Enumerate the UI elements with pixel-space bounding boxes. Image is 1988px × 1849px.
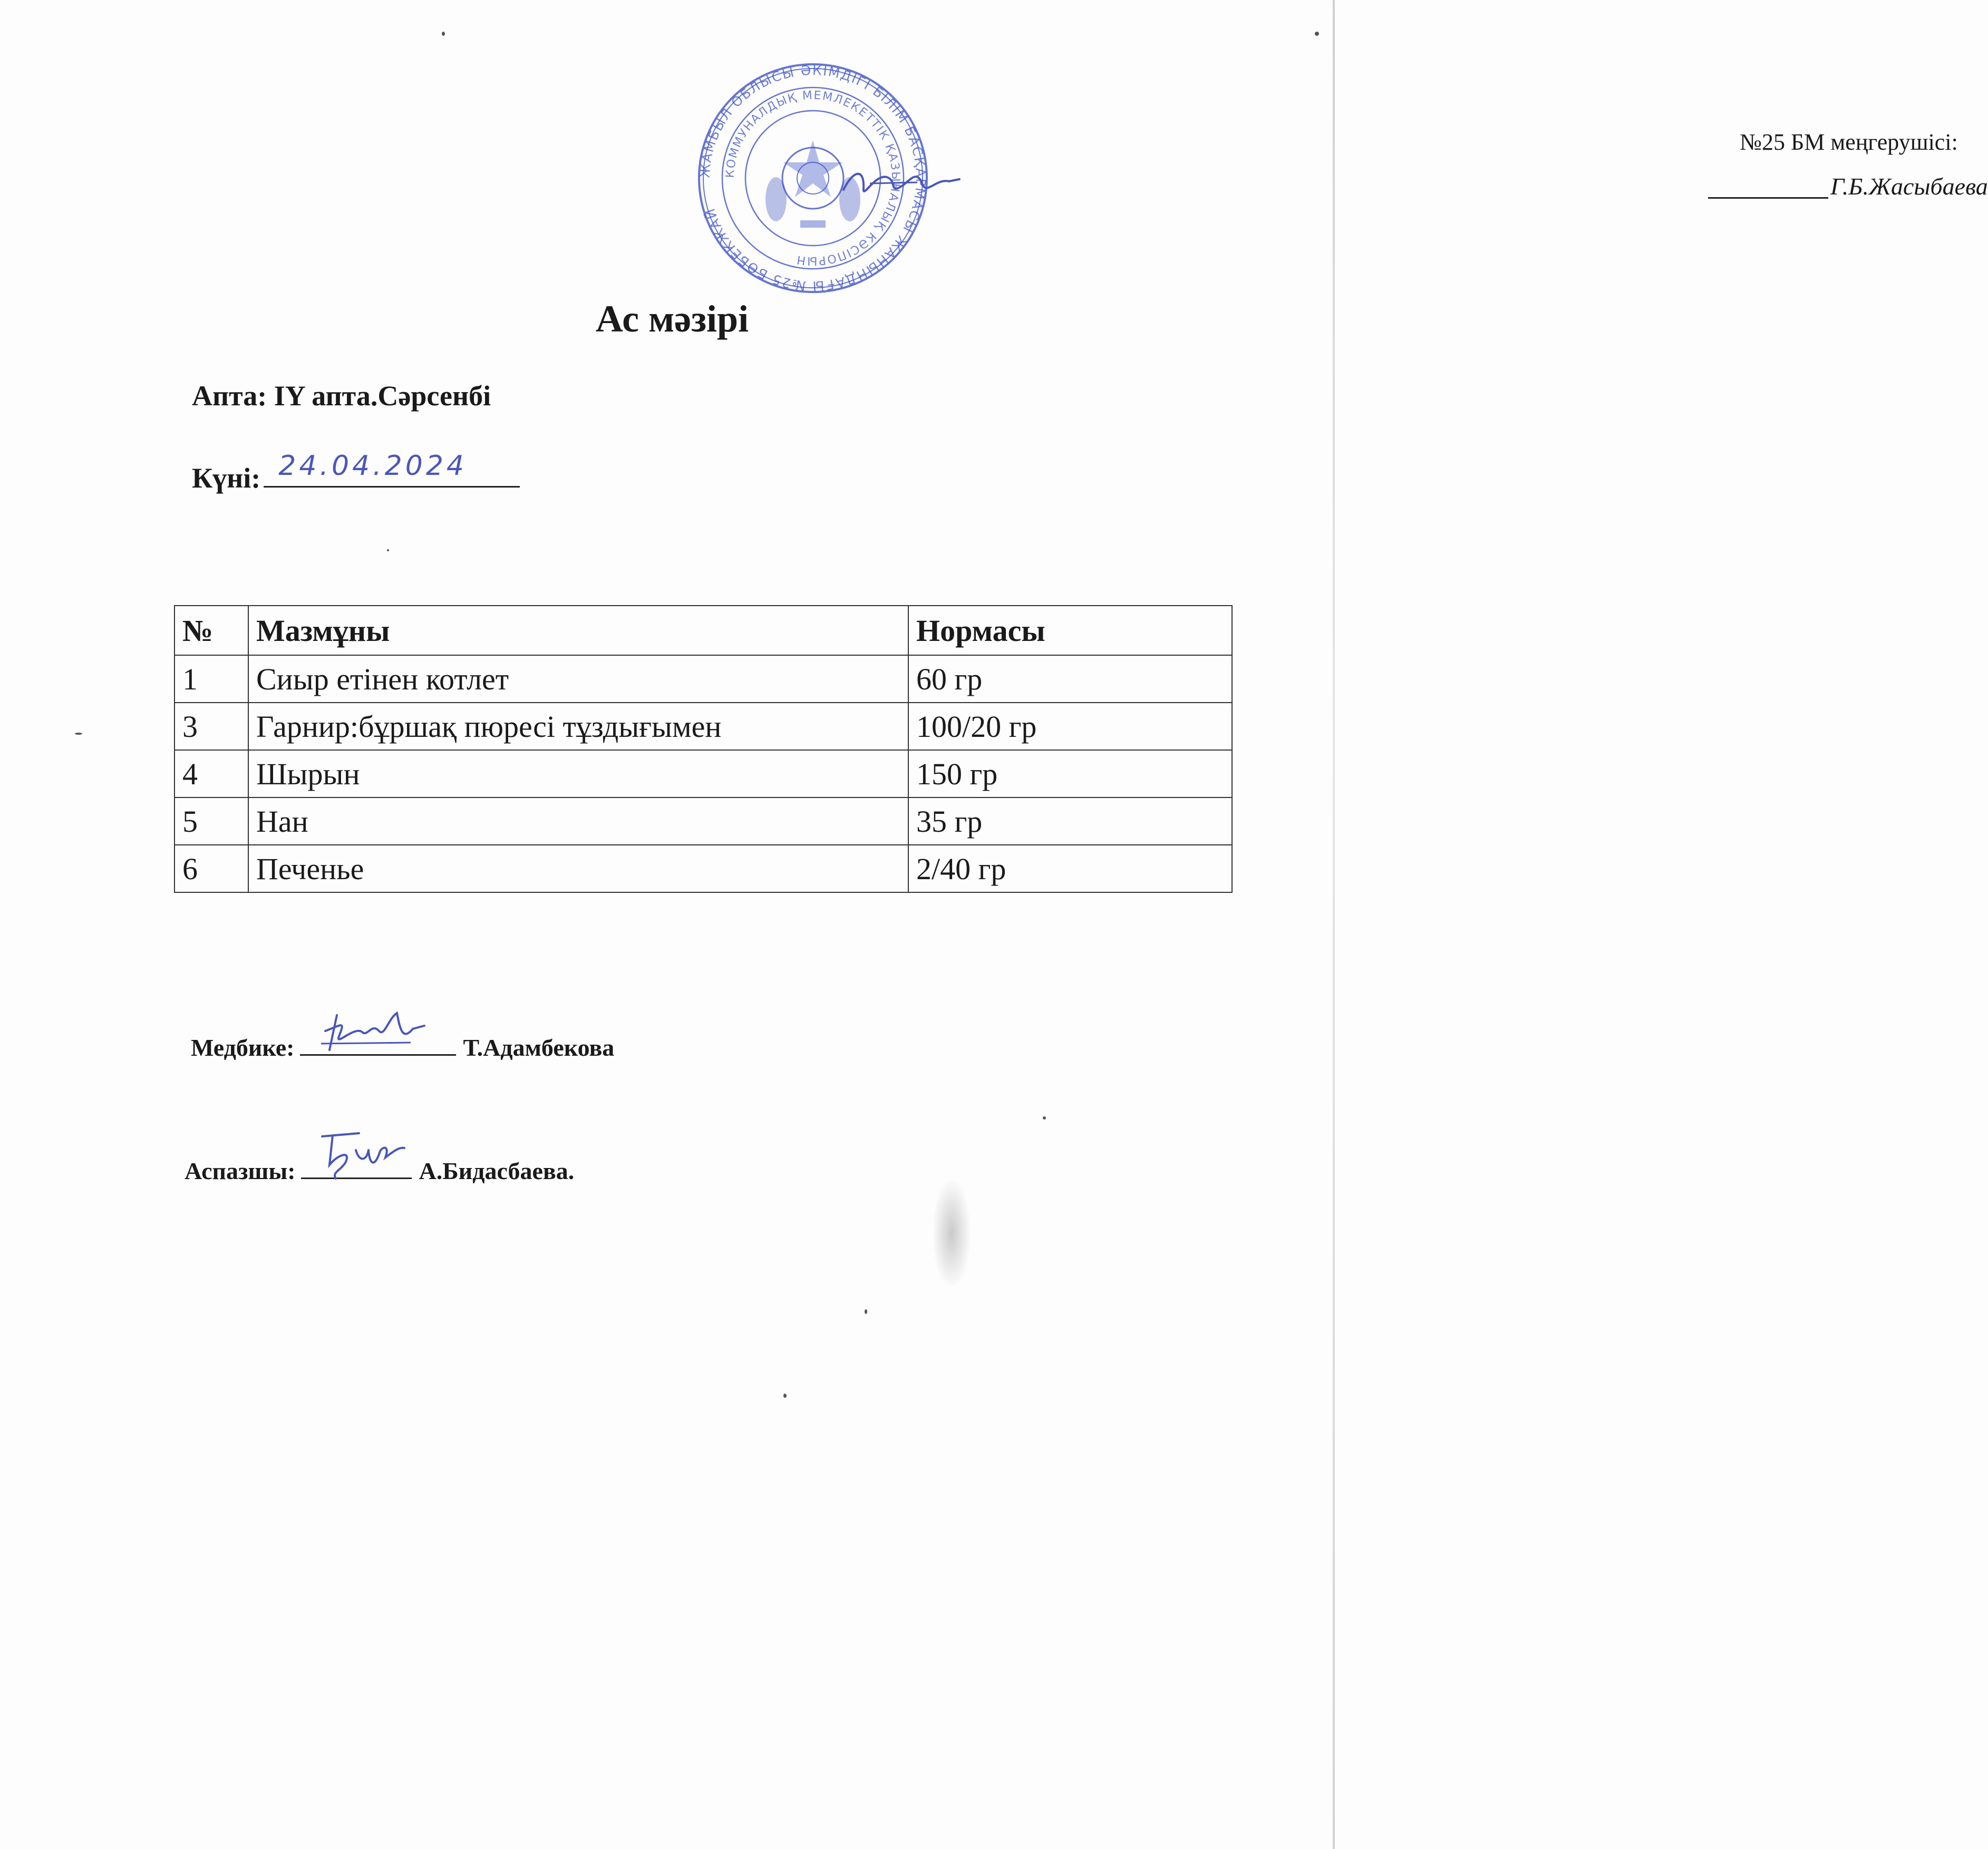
cook-signature [301, 1117, 412, 1181]
scan-speck [783, 1394, 787, 1398]
page-edge [1333, 0, 1335, 1849]
row-content: Гарнир:бұршақ пюресі тұздығымен [248, 703, 908, 750]
nurse-signature [300, 999, 456, 1057]
nurse-label: Медбике: [191, 1034, 295, 1061]
cook-signature-line [301, 1156, 412, 1179]
week-line: Апта: IY апта.Сәрсенбі [192, 380, 491, 412]
document-title: Ас мәзірі [595, 298, 749, 340]
nurse-name: Т.Адамбекова [463, 1034, 615, 1061]
scan-speck [865, 1309, 867, 1314]
scan-speck [1315, 32, 1319, 36]
table-row [174, 797, 1232, 845]
scan-speck [1043, 1116, 1046, 1120]
row-num: 4 [174, 750, 248, 797]
row-norm: 2/40 гр [908, 845, 1232, 892]
head-name: Г.Б.Жасыбаева [1830, 173, 1988, 200]
head-name-row [1708, 173, 1988, 199]
cook-label: Аспазшы: [185, 1157, 296, 1184]
row-num: 5 [174, 797, 248, 845]
date-label: Күні: [192, 462, 261, 494]
scan-speck [442, 32, 445, 36]
date-line [192, 452, 520, 494]
nurse-line [191, 1033, 614, 1062]
menu-table [174, 605, 1233, 893]
row-content: Шырын [248, 750, 908, 797]
row-content: Печенье [248, 845, 908, 892]
head-signature [838, 158, 965, 206]
head-signature-line [1708, 173, 1828, 199]
nurse-signature-line [300, 1033, 456, 1056]
header-norm: Нормасы [908, 606, 1232, 655]
scan-speck [75, 733, 82, 735]
cook-name: А.Бидасбаева. [419, 1157, 575, 1184]
stamp-outer-text: ЖАМБЫЛ ОБЛЫСЫ ӘКІМДІГІ БІЛІМ БАСҚАРМАСЫ ЖАНЫНДАҒЫ №25 БӨБЕКЖАЙ [697, 62, 929, 294]
row-norm: 100/20 гр [908, 703, 1232, 750]
table-row [174, 845, 1232, 892]
head-title: №25 БМ меңгерушісі: [1740, 129, 1958, 155]
row-norm: 35 гр [908, 797, 1232, 845]
row-norm: 60 гр [908, 655, 1232, 703]
row-num: 3 [174, 703, 248, 750]
header-num: № [174, 606, 248, 655]
row-norm: 150 гр [908, 750, 1232, 797]
table-row [174, 703, 1232, 750]
scan-speck [387, 549, 389, 551]
cook-line [185, 1156, 574, 1185]
row-content: Нан [248, 797, 908, 845]
row-content: Сиыр етінен котлет [248, 655, 908, 703]
stamp-inner-text: КОММУНАЛДЫҚ МЕМЛЕКЕТТІК ҚАЗЫНАЛЫҚ КӘСІПОРЫН [723, 89, 903, 268]
row-num: 1 [174, 655, 248, 703]
header-content: Мазмұны [248, 606, 908, 655]
row-num: 6 [174, 845, 248, 892]
table-header-row [174, 606, 1232, 655]
table-row [174, 655, 1232, 703]
date-value: 24.04.2024 [278, 450, 467, 482]
scan-smudge [933, 1181, 970, 1286]
date-field [264, 452, 520, 488]
table-row [174, 750, 1232, 797]
